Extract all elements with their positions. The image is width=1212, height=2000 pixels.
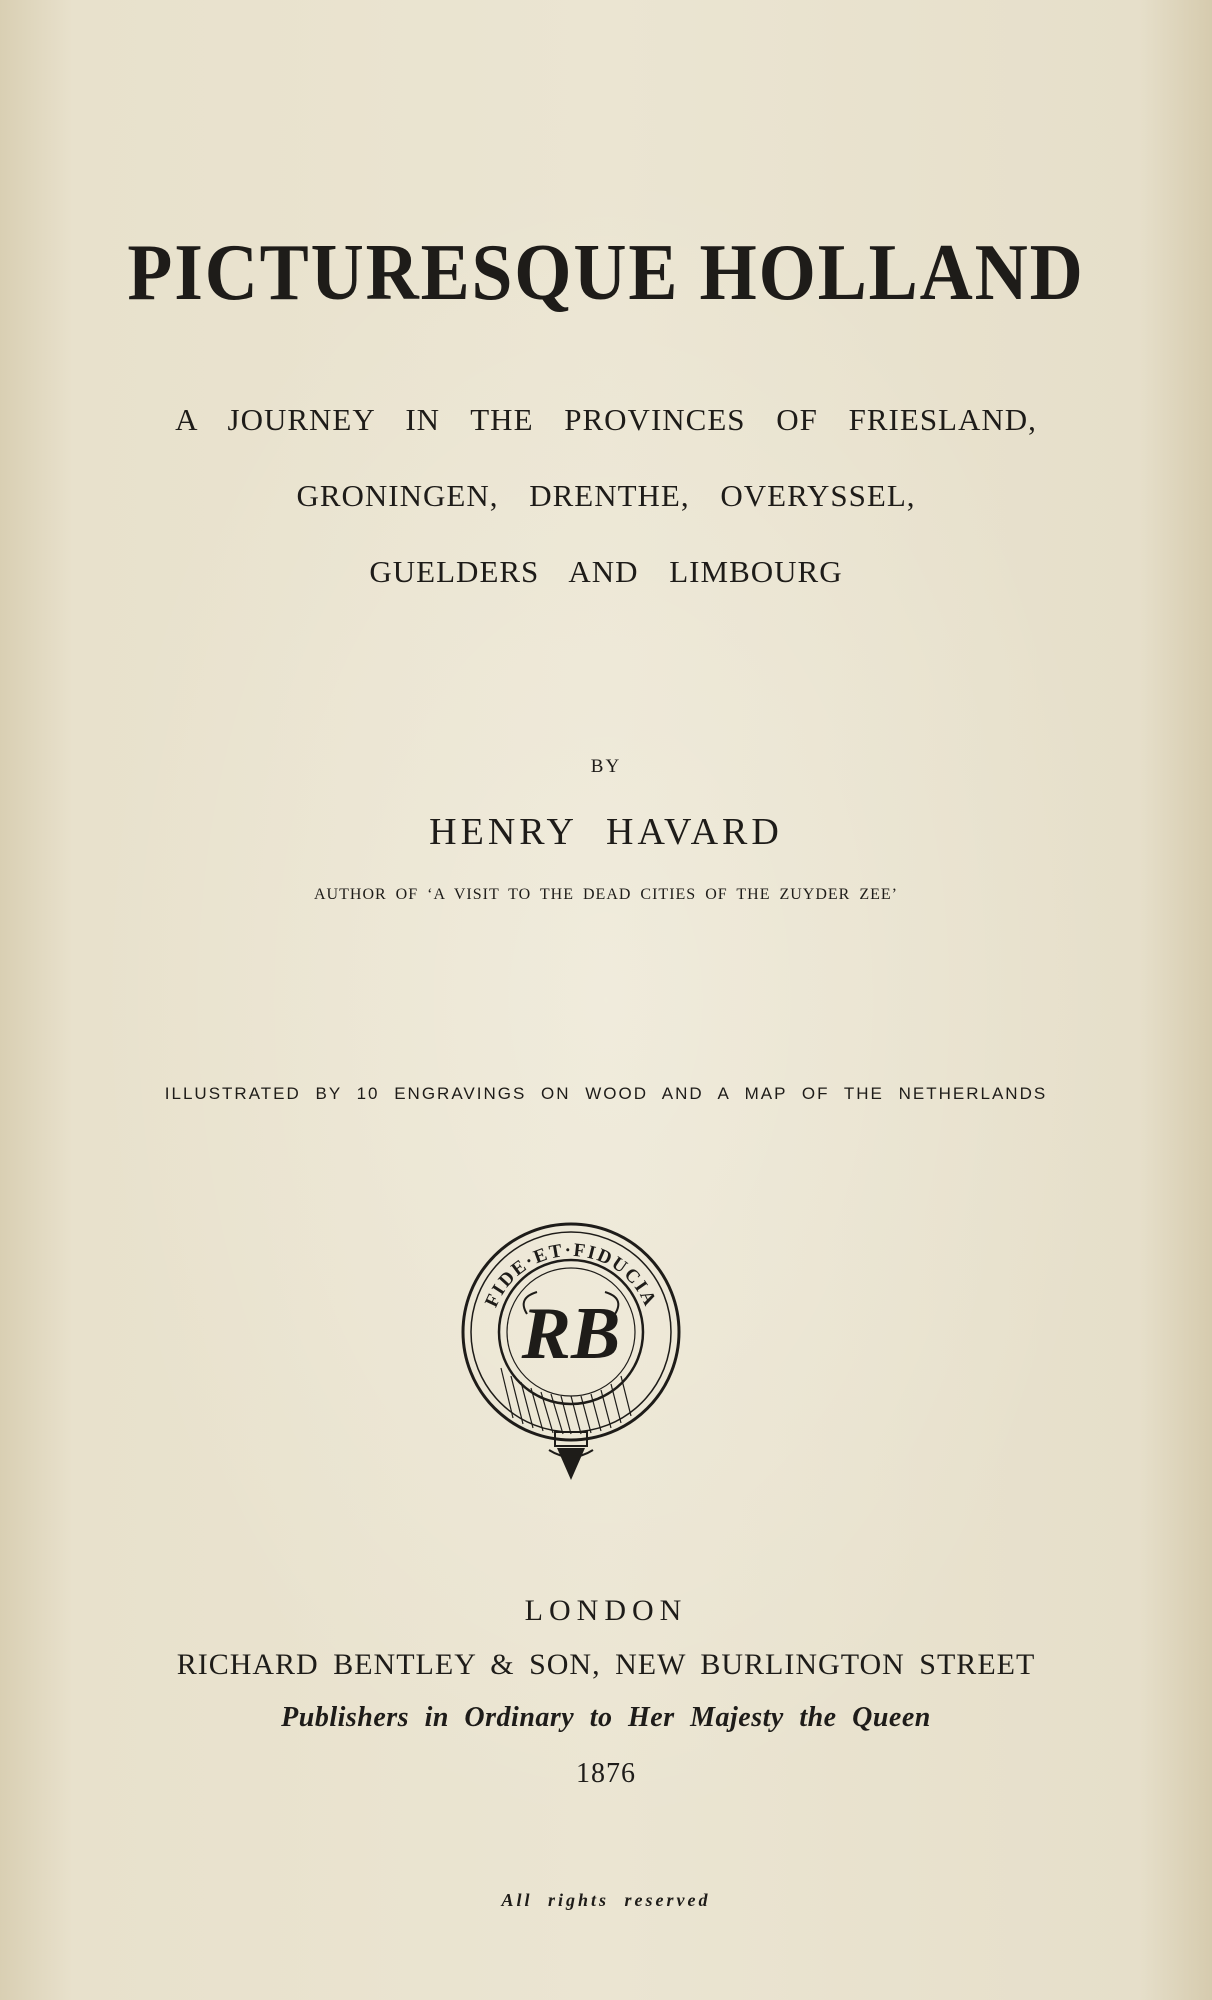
subtitle-line-3: GUELDERS AND LIMBOURG — [369, 554, 843, 589]
by-label: BY — [590, 756, 622, 777]
imprint-year: 1876 — [576, 1758, 636, 1789]
subtitle-line-2: GRONINGEN, DRENTHE, OVERYSSEL, — [296, 478, 916, 513]
publisher-seal-icon — [457, 1218, 685, 1486]
rights-notice: All rights reserved — [501, 1890, 711, 1910]
imprint-publisher: RICHARD BENTLEY & SON, NEW BURLINGTON STREET — [176, 1648, 1036, 1681]
author-credit: AUTHOR OF ‘A VISIT TO THE DEAD CITIES OF THE ZUYDER ZEE’ — [314, 886, 898, 903]
imprint-royal-line: Publishers in Ordinary to Her Majesty the Queen — [281, 1702, 931, 1733]
author-name: HENRY HAVARD — [429, 811, 783, 853]
illustration-note: ILLUSTRATED BY 10 ENGRAVINGS ON WOOD AND A MAP OF THE NETHERLANDS — [164, 1084, 1048, 1103]
book-title: PICTURESQUE HOLLAND — [127, 229, 1085, 317]
imprint-city: LONDON — [524, 1594, 688, 1627]
svg-text:RB: RB — [521, 1293, 621, 1375]
subtitle-line-1: A JOURNEY IN THE PROVINCES OF FRIESLAND, — [175, 402, 1037, 437]
svg-text:FIDE·ET·FIDUCIA: FIDE·ET·FIDUCIA — [481, 1239, 661, 1311]
